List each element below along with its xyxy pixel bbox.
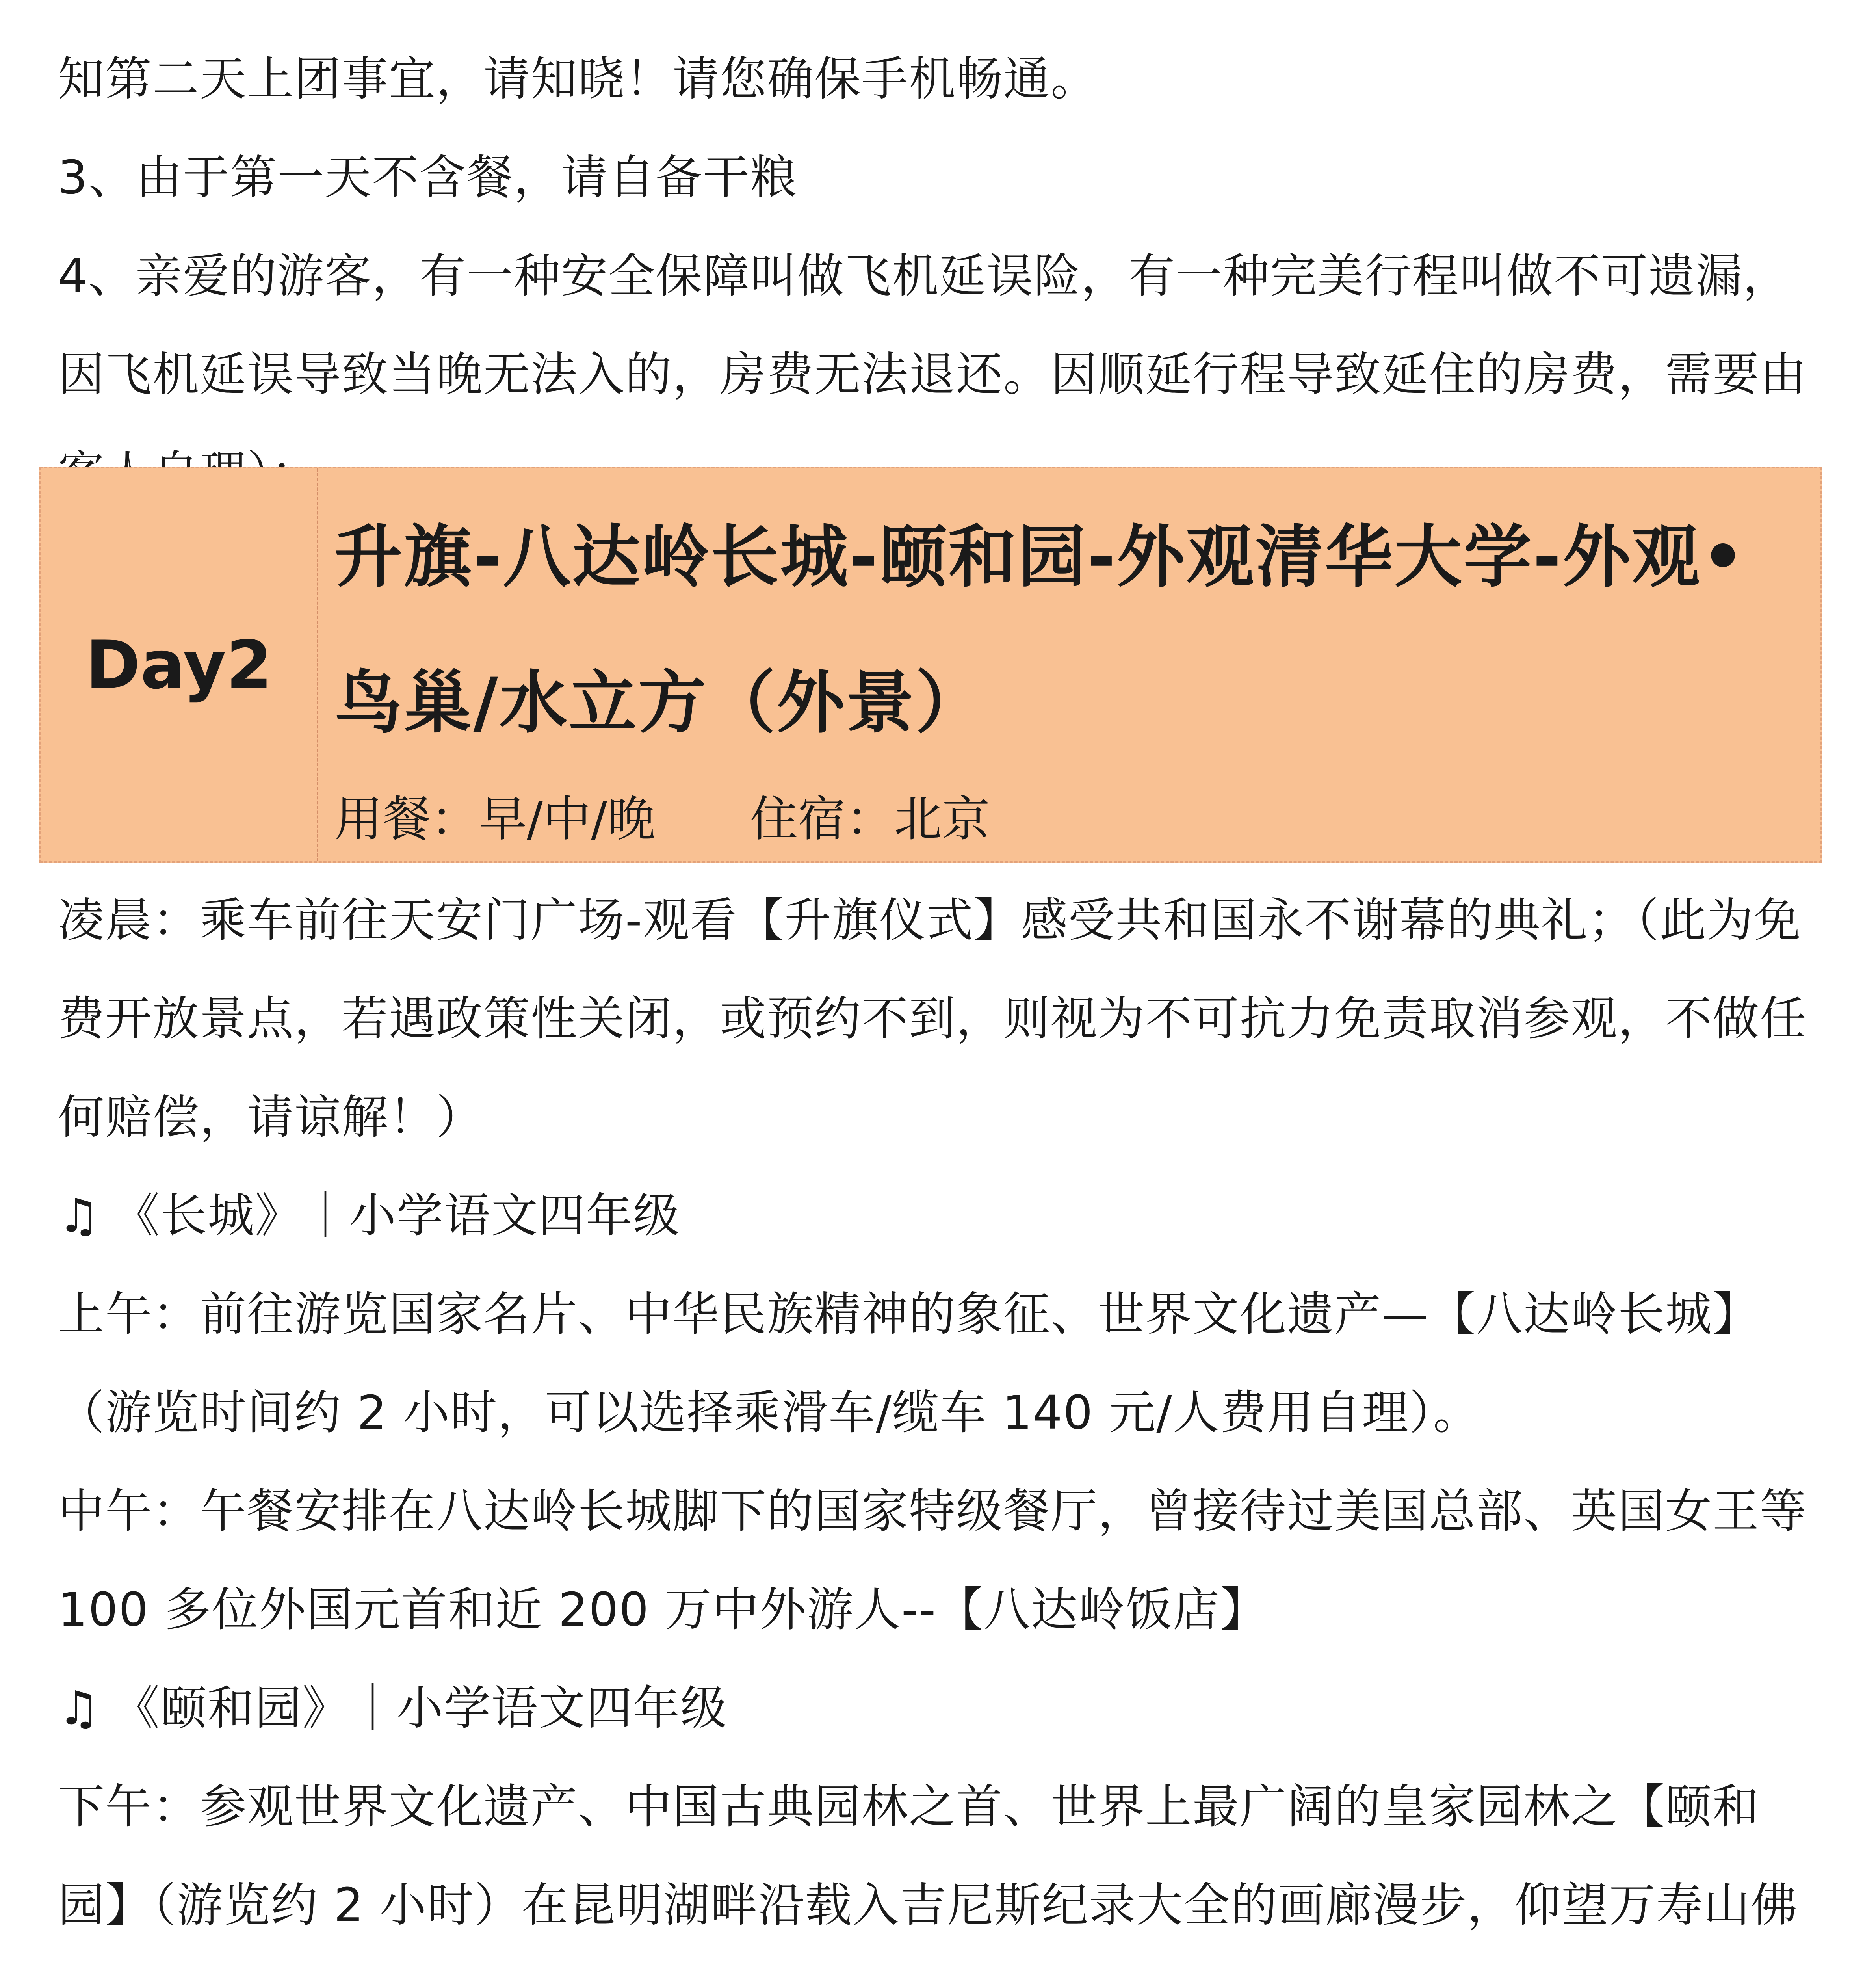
noon-paragraph: 中午：午餐安排在八达岭长城脚下的国家特级餐厅，曾接待过美国总部、英国女王等 100 多位外国元首和近 200 万中外游人--【八达岭饭店】	[58, 1484, 1807, 1637]
morning-paragraph: 上午：前往游览国家名片、中华民族精神的象征、世界文化遗产—【八达岭长城】（游览时间约 2 小时，可以选择乘滑车/缆车 140 元/人费用自理）。	[58, 1287, 1760, 1440]
intro-line-3: 4、亲爱的游客，有一种安全保障叫做飞机延误险，有一种完美行程叫做不可遗漏，因飞机延误导致当晚无法入的，房费无法退还。因顺延行程导致延住的房费，需要由	[58, 249, 1807, 401]
music-note-icon: ♫	[58, 1188, 100, 1243]
day-divider	[317, 468, 318, 861]
intro-line-2: 3、由于第一天不含餐，请自备干粮	[58, 150, 798, 204]
note-greatwall-text: 《长城》｜小学语文四年级	[113, 1188, 681, 1243]
note-greatwall	[58, 1166, 680, 1265]
note-summerpalace	[58, 1659, 728, 1757]
note-summerpalace-text: 《颐和园》｜小学语文四年级	[113, 1681, 728, 1735]
dawn-paragraph: 凌晨：乘车前往天安门广场-观看【升旗仪式】感受共和国永不谢幕的典礼；（此为免费开放景点，若遇政策性关闭，或预约不到，则视为不可抗力免责取消参观，不做任何赔偿，请谅解！）	[58, 893, 1807, 1144]
day-title: 升旗-八达岭长城-颐和园-外观清华大学-外观•鸟巢/水立方（外景）	[334, 517, 1746, 742]
day-header	[39, 467, 1822, 863]
intro-line-1: 知第二天上团事宜，请知晓！请您确保手机畅通。	[58, 52, 1098, 106]
day-lodging: 住宿：北京	[750, 791, 990, 847]
day-meta	[334, 780, 990, 859]
afternoon-paragraph: 下午：参观世界文化遗产、中国古典园林之首、世界上最广阔的皇家园林之【颐和园】（游览约 2 小时）在昆明湖畔沿载入吉尼斯纪录大全的画廊漫步，仰望万寿山佛	[58, 1779, 1798, 1932]
day-meals: 用餐：早/中/晚	[334, 791, 656, 847]
day-label: Day2	[85, 626, 273, 704]
music-note-icon: ♫	[58, 1681, 100, 1735]
